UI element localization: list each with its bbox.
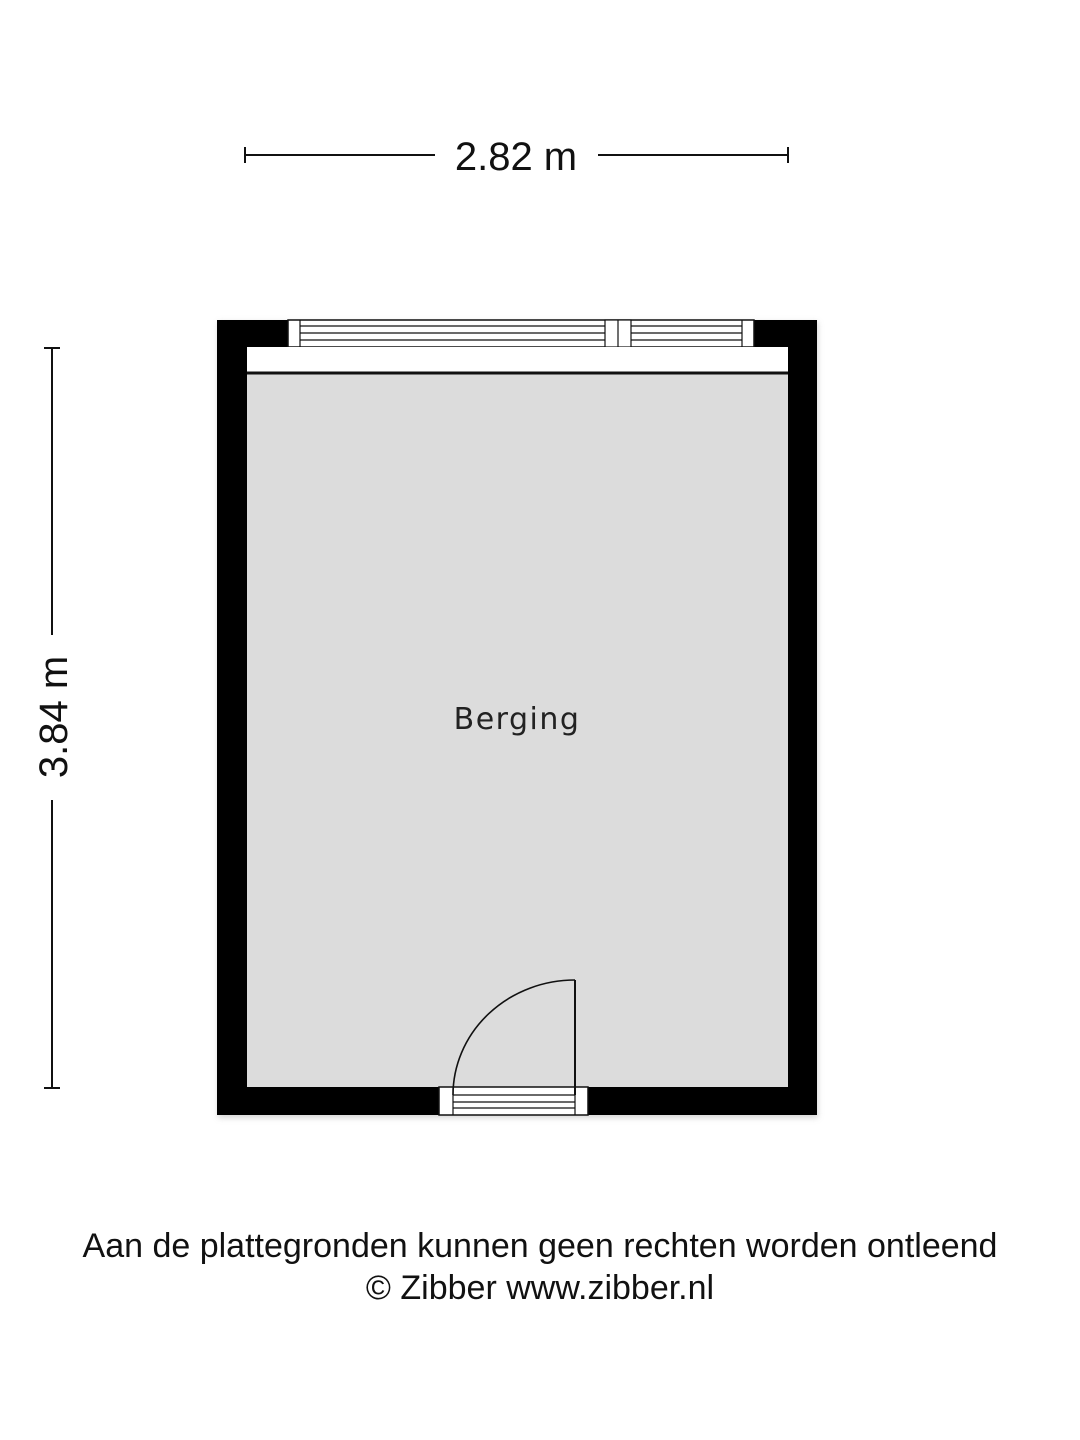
- height-label: 3.84 m: [32, 655, 76, 779]
- room-label: Berging: [453, 702, 581, 737]
- window: [288, 320, 754, 347]
- disclaimer-text: Aan de plattegronden kunnen geen rechten worden ontleend: [82, 1227, 998, 1265]
- height-dimension: [32, 348, 76, 1088]
- window-sill: [247, 347, 788, 373]
- width-label: 2.82 m: [454, 135, 578, 179]
- credit-text: © Zibber www.zibber.nl: [365, 1269, 715, 1307]
- width-dimension: [245, 135, 788, 179]
